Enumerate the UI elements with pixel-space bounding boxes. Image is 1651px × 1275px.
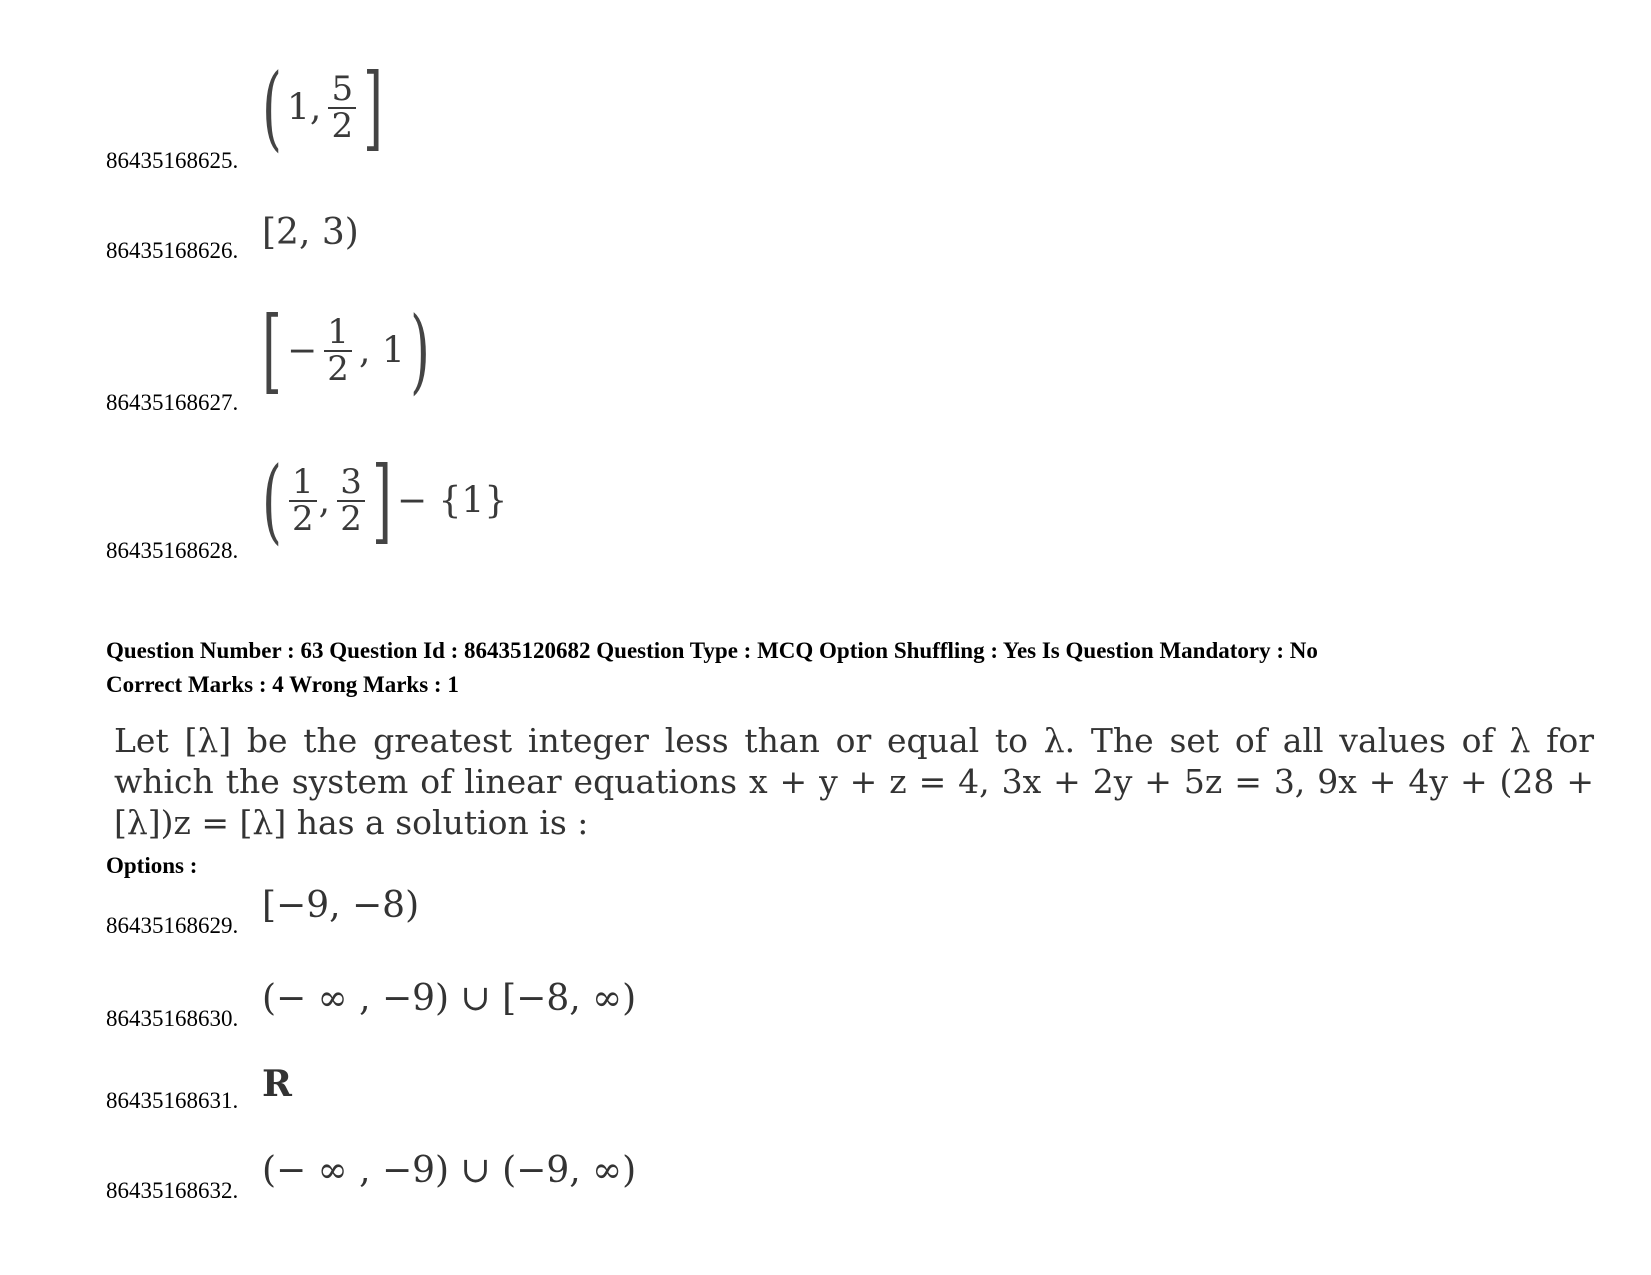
question-marks: Correct Marks : 4 Wrong Marks : 1 (106, 672, 459, 697)
option-math: R (262, 1063, 292, 1105)
option-math: ( 1, $\frac{5}{2}$ ] (262, 54, 384, 161)
option-id: 86435168625. (106, 148, 239, 173)
question-meta: Question Number : 63 Question Id : 86435120682 Question Type : MCQ Option Shuffling : Yes Is Question Mandatory : No (106, 638, 1318, 663)
option-id: 86435168629. (106, 913, 239, 938)
option-math: [2, 3) (262, 212, 359, 253)
fraction: $\frac{1}{2}$ (289, 465, 317, 536)
option-id: 86435168630. (106, 1006, 239, 1031)
option-math: ( $\frac{1}{2}$ , $\frac{3}{2}$ ] − {1} (262, 447, 508, 554)
option-math: (− ∞ , −9) ∪ (−9, ∞) (262, 1150, 637, 1191)
option-id: 86435168631. (106, 1088, 239, 1113)
option-math: [ − $\frac{1}{2}$ , 1 ) (262, 297, 430, 404)
option-id: 86435168628. (106, 538, 239, 563)
option-math: (− ∞ , −9) ∪ [−8, ∞) (262, 978, 637, 1019)
option-id: 86435168626. (106, 238, 239, 263)
option-math: [−9, −8) (262, 885, 420, 926)
option-id: 86435168632. (106, 1178, 239, 1203)
fraction: $\frac{5}{2}$ (328, 72, 356, 143)
question-text: Let [λ] be the greatest integer less than or equal to λ. The set of all values of λ for which the system of linear equations x + y + z = 4, 3x + 2y + 5z = 3, 9x + 4y + (28 + [λ])z = [λ] has a solution is : (114, 721, 1594, 842)
options-label: Options : (106, 853, 198, 878)
fraction: $\frac{1}{2}$ (324, 315, 352, 386)
fraction: $\frac{3}{2}$ (337, 465, 365, 536)
option-id: 86435168627. (106, 390, 239, 415)
